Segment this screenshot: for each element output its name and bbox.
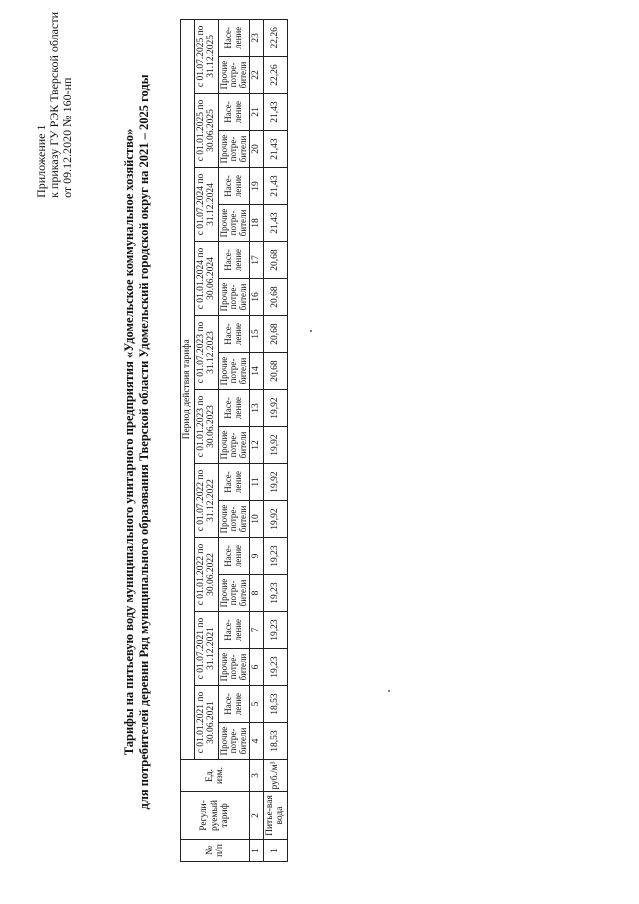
scan-speck (310, 331, 312, 333)
tariff-value: 22,26 (263, 57, 287, 94)
subheader-population: Насе-ление (218, 242, 250, 279)
subheader-population: Насе-ление (218, 464, 250, 501)
column-number: 21 (250, 94, 264, 131)
subheader-population: Насе-ление (218, 390, 250, 427)
title-line-1: Тарифы на питьевую воду муниципального унитарного предприятия «Удомельское коммунальное хозяйство» (122, 128, 136, 756)
subheader-population: Насе-ление (218, 19, 250, 56)
tariff-value: 18,53 (263, 686, 287, 723)
tariff-value: 19,23 (263, 575, 287, 612)
subheader-population: Насе-ление (218, 686, 250, 723)
row-name: Питье-вая вода (263, 792, 287, 840)
subheader-other-consumers: Прочие потре-бители (218, 131, 250, 168)
period-header: с 01.01.2022 по 30.06.2022 (194, 538, 218, 612)
table-row (263, 19, 287, 861)
tariff-value: 21,43 (263, 205, 287, 242)
subheader-other-consumers: Прочие потре-бители (218, 649, 250, 686)
subheader-other-consumers: Прочие потре-бители (218, 575, 250, 612)
column-number: 18 (250, 205, 264, 242)
tariff-value: 19,92 (263, 427, 287, 464)
period-header: с 01.01.2021 по 30.06.2021 (194, 686, 218, 760)
tariff-table (180, 19, 288, 862)
appendix-block (35, 12, 74, 198)
header-period: Период действия тарифа (181, 19, 195, 759)
subheader-other-consumers: Прочие потре-бители (218, 723, 250, 760)
tariff-value: 19,92 (263, 501, 287, 538)
row-num: 1 (263, 840, 287, 862)
period-header: с 01.01.2024 по 30.06.2024 (194, 242, 218, 316)
column-number: 17 (250, 242, 264, 279)
column-number: 6 (250, 649, 264, 686)
column-number: 19 (250, 168, 264, 205)
column-number: 3 (250, 760, 264, 792)
header-num: № п/п (181, 840, 250, 862)
tariff-value: 19,23 (263, 538, 287, 575)
subheader-other-consumers: Прочие потре-бители (218, 279, 250, 316)
column-number: 8 (250, 575, 264, 612)
header-regulated: Регули-руемый тариф (181, 792, 250, 840)
tariff-value: 19,23 (263, 612, 287, 649)
subheader-other-consumers: Прочие потре-бители (218, 427, 250, 464)
scan-speck (388, 691, 390, 693)
rotated-page (10, 12, 630, 892)
period-header: с 01.01.2025 по 30.06.2025 (194, 94, 218, 168)
column-number: 16 (250, 279, 264, 316)
row-unit: руб./м³ (263, 760, 287, 792)
column-number: 10 (250, 501, 264, 538)
document-title (122, 22, 152, 862)
appendix-line-2: к приказу ГУ РЭК Тверской области (47, 12, 61, 198)
column-number: 22 (250, 57, 264, 94)
subheader-other-consumers: Прочие потре-бители (218, 57, 250, 94)
subheader-population: Насе-ление (218, 94, 250, 131)
tariff-value: 20,68 (263, 242, 287, 279)
column-number: 13 (250, 390, 264, 427)
subheader-other-consumers: Прочие потре-бители (218, 501, 250, 538)
column-number: 15 (250, 316, 264, 353)
tariff-value: 19,92 (263, 464, 287, 501)
appendix-line-3: от 09.12.2020 № 160-нп (60, 77, 74, 198)
tariff-value: 21,43 (263, 94, 287, 131)
header-row-consumers (218, 19, 250, 861)
appendix-line-1: Приложение 1 (34, 124, 48, 198)
subheader-population: Насе-ление (218, 168, 250, 205)
period-header: с 01.01.2023 по 30.06.2023 (194, 390, 218, 464)
column-number: 23 (250, 19, 264, 56)
subheader-other-consumers: Прочие потре-бители (218, 353, 250, 390)
column-number: 5 (250, 686, 264, 723)
subheader-population: Насе-ление (218, 538, 250, 575)
tariff-value: 19,92 (263, 390, 287, 427)
tariff-value: 22,26 (263, 19, 287, 56)
header-unit: Ед. изм. (181, 760, 250, 792)
tariff-value: 20,68 (263, 279, 287, 316)
period-header: с 01.07.2022 по 31.12.2022 (194, 464, 218, 538)
period-header: с 01.07.2024 по 31.12.2024 (194, 168, 218, 242)
column-number: 9 (250, 538, 264, 575)
tariff-value: 19,23 (263, 649, 287, 686)
column-number: 1 (250, 840, 264, 862)
tariff-value: 18,53 (263, 723, 287, 760)
column-number: 12 (250, 427, 264, 464)
column-number: 4 (250, 723, 264, 760)
column-number: 11 (250, 464, 264, 501)
period-header: с 01.07.2025 по 31.12.2025 (194, 19, 218, 93)
tariff-value: 21,43 (263, 168, 287, 205)
column-number-row (250, 19, 264, 861)
column-number: 2 (250, 792, 264, 840)
column-number: 20 (250, 131, 264, 168)
title-line-2: для потребителей деревни Ряд муниципального образования Тверской области Удомельский городской округ на 2021 – 2025 годы (137, 74, 151, 810)
tariff-value: 20,68 (263, 316, 287, 353)
header-row-periods (194, 19, 218, 861)
subheader-population: Насе-ление (218, 316, 250, 353)
column-number: 14 (250, 353, 264, 390)
subheader-other-consumers: Прочие потре-бители (218, 205, 250, 242)
column-number: 7 (250, 612, 264, 649)
period-header: с 01.07.2023 по 31.12.2023 (194, 316, 218, 390)
tariff-value: 21,43 (263, 131, 287, 168)
header-row-1 (181, 19, 195, 861)
tariff-value: 20,68 (263, 353, 287, 390)
period-header: с 01.07.2021 по 31.12.2021 (194, 612, 218, 686)
subheader-population: Насе-ление (218, 612, 250, 649)
